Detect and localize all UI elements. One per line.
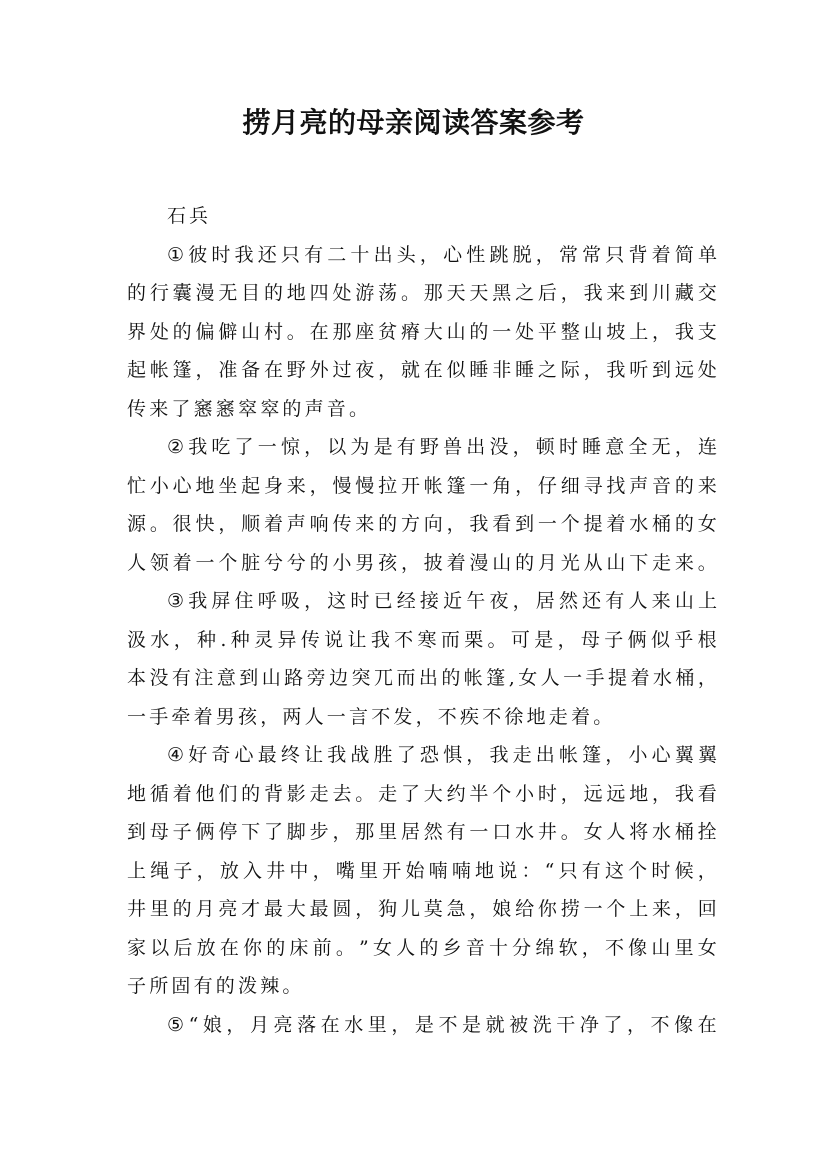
article-body (127, 197, 717, 1044)
text-line: ③ 我 屏 住 呼 吸 ， 这 时 已 经 接 近 午 夜 ， 居 然 还 有 人 来 山 上 (167, 590, 717, 612)
text-line: 子所固有的泼辣。 (127, 975, 305, 997)
text-line: 的 行 囊 漫 无 目 的 地 四 处 游 荡 。 那 天 天 黑 之 后 ， 我 来 到 川 藏 交 (127, 282, 717, 304)
text-line: 人 领 着 一 个 脏 兮 兮 的 小 男 孩 ， 披 着 漫 山 的 月 光 从 山 下 走 来 。 (127, 551, 717, 574)
text-line: 汲 水 ， 种 . 种 灵 异 传 说 让 我 不 寒 而 栗 。 可 是 ， 母 子 俩 似 乎 根 (127, 628, 717, 651)
paragraph-lines (127, 236, 717, 1045)
text-line: 传来了窸窸窣窣的声音。 (127, 397, 372, 420)
text-line: 界 处 的 偏 僻 山 村 。 在 那 座 贫 瘠 大 山 的 一 处 平 整 山 坡 上 ， 我 支 (127, 320, 717, 343)
text-line: ① 彼 时 我 还 只 有 二 十 出 头 ， 心 性 跳 脱 ， 常 常 只 背 着 简 单 (167, 243, 717, 266)
text-line: 到 母 子 俩 停 下 了 脚 步 ， 那 里 居 然 有 一 口 水 井 。 女 人 将 水 桶 拴 (127, 821, 717, 843)
text-line: 地 循 着 他 们 的 背 影 走 去 。 走 了 大 约 半 个 小 时 ， 远 远 地 ， 我 看 (127, 782, 717, 805)
author-name: 石兵 (167, 205, 212, 227)
text-line: 井 里 的 月 亮 才 最 大 最 圆 ， 狗 儿 莫 急 ， 娘 给 你 捞 一 个 上 来 ， 回 (127, 898, 717, 920)
text-line: 一手牵着男孩，两人一言不发，不疾不徐地走着。 (127, 705, 616, 728)
text-line: 源 。 很 快 ， 顺 着 声 响 传 来 的 方 向 ， 我 看 到 一 个 提 着 水 桶 的 女 (127, 513, 717, 535)
text-line: 忙 小 心 地 坐 起 身 来 ， 慢 慢 拉 开 帐 篷 一 角 ， 仔 细 寻 找 声 音 的 来 (127, 474, 717, 497)
text-line: ② 我 吃 了 一 惊 ， 以 为 是 有 野 兽 出 没 ， 顿 时 睡 意 全 无 ， 连 (167, 436, 717, 458)
text-line: 本 没 有 注 意 到 山 路 旁 边 突 兀 而 出 的 帐 篷 , 女 人 一 手 提 着 水 桶 ， (127, 667, 717, 689)
document-title: 捞月亮的母亲阅读答案参考 (242, 106, 585, 139)
text-line: 家 以 后 放 在 你 的 床 前 。 ” 女 人 的 乡 音 十 分 绵 软 ， 不 像 山 里 女 (127, 936, 717, 959)
text-line: ④ 好 奇 心 最 终 让 我 战 胜 了 恐 惧 ， 我 走 出 帐 篷 ， 小 心 翼 翼 (167, 744, 717, 766)
text-line: 起 帐 篷 ， 准 备 在 野 外 过 夜 ， 就 在 似 睡 非 睡 之 际 ， 我 听 到 远 处 (127, 359, 717, 381)
text-line: ⑤ “ 娘 ， 月 亮 落 在 水 里 ， 是 不 是 就 被 洗 干 净 了 ， 不 像 在 (167, 1013, 717, 1036)
text-line: 上 绳 子 ， 放 入 井 中 ， 嘴 里 开 始 喃 喃 地 说 ： “ 只 有 这 个 时 候 ， (127, 859, 717, 882)
